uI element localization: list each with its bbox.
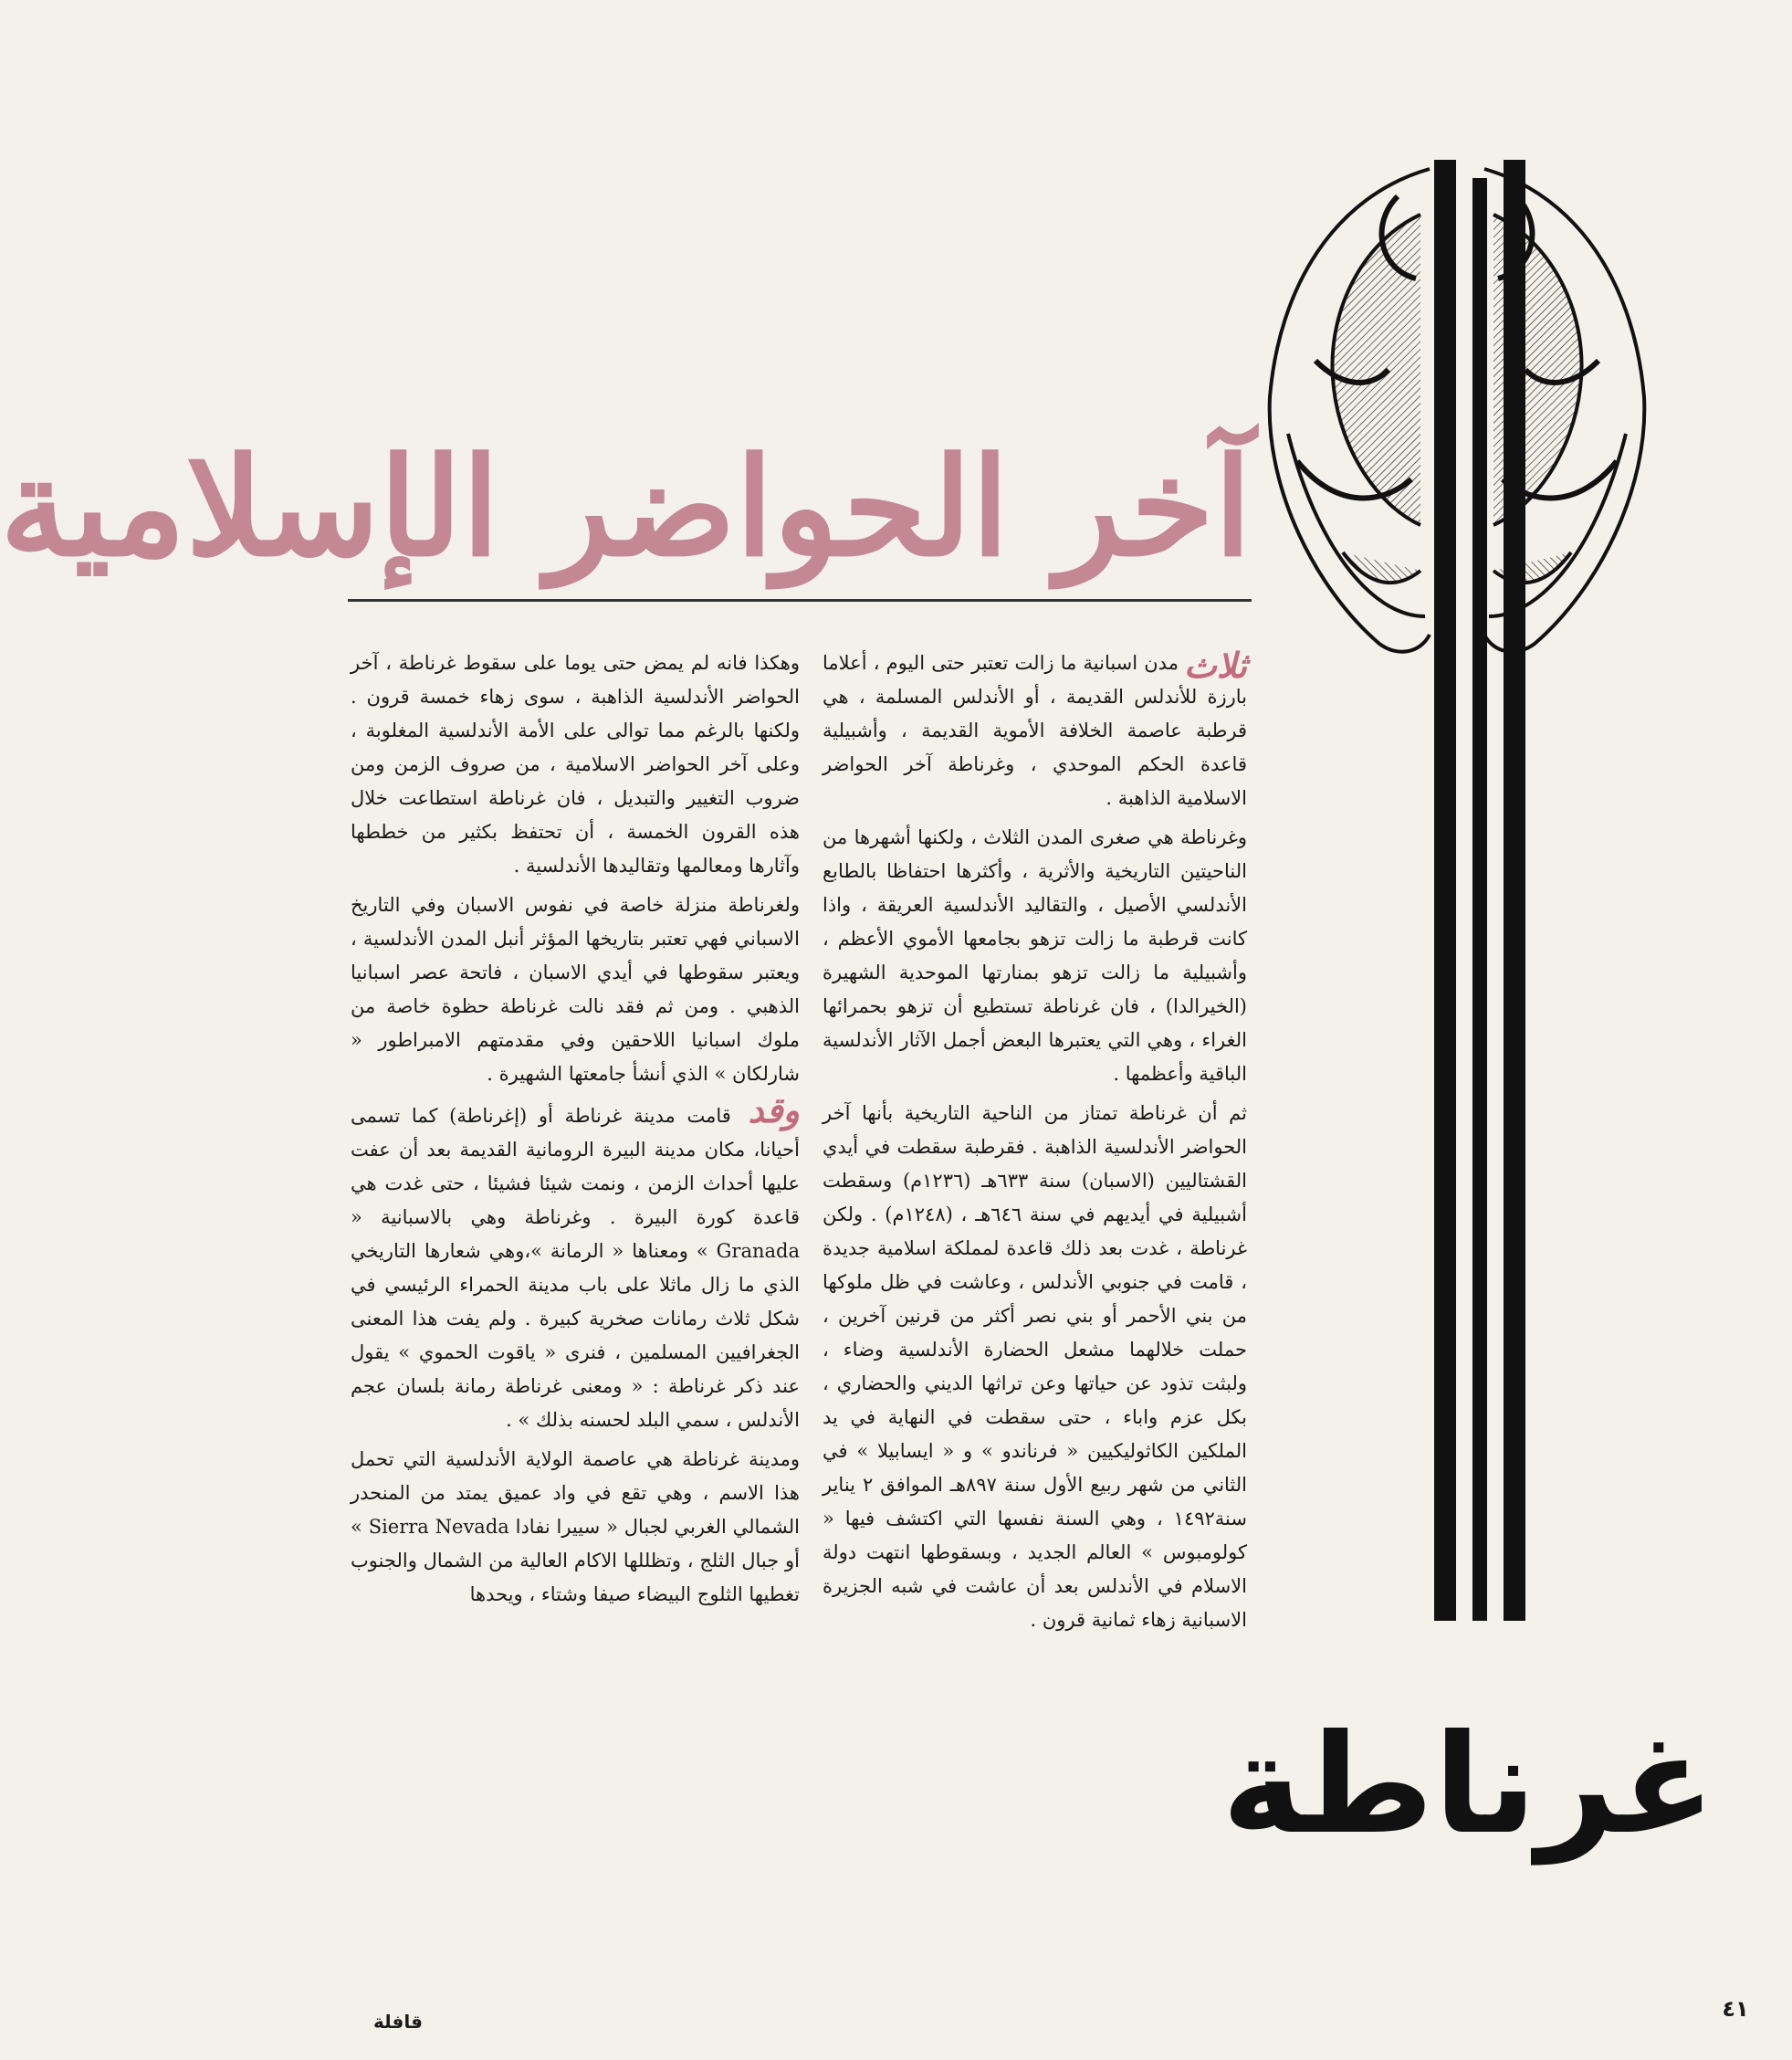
paragraph: ثم أن غرناطة تمتاز من الناحية التاريخية بأنها آخر الحواضر الأندلسية الذاهبة . فقرطبة سقطت في أيدي القشتاليين (الاسبان) سنة ٦٣٣هـ (١٢٣٦م) وسقطت أشبيلية في أيديهم في سنة ٦٤٦هـ ، (١٢٤٨م) . ولكن غرناطة ، غدت بعد ذلك قاعدة لمملكة اسلامية جديدة ، قامت في جنوبي الأندلس ، وعاشت في ظل ملوكها من بني الأحمر أو بني نصر أكثر من قرنين آخرين ، حملت خلالهما مشعل الحضارة الأندلسية وضاء ، ولبثت تذود عن حياتها وعن تراثها الديني والحضاري ، بكل عزم واباء ، حتى سقطت في النهاية في يد الملكين الكاثوليكيين « فرناندو » و « ايسابيلا » في الثاني من شهر ربيع الأول سنة ٨٩٧هـ الموافق ٢ يناير سنة١٤٩٢ ، وهي السنة نفسها التي اكتشف فيها « كولومبوس » العالم الجديد ، وبسقوطها انتهت دولة الاسلام في الأندلس بعد أن عاشت في شبه الجزيرة الاسبانية زهاء ثمانية قرون . [823, 1102, 1248, 1631]
paragraph: وغرناطة هي صغرى المدن الثلاث ، ولكنها أشهرها من الناحيتين التاريخية والأثرية ، وأكثرها احتفاظا بالطابع الأندلسي الأصيل ، والتقاليد الأندلسية العريقة ، واذا كانت قرطبة ما زالت تزهو بجامعها الأموي الأعظم ، وأشبيلية ما زالت تزهو بمنارتها الموحدية الشهيرة (الخيرالدا) ، فان غرناطة تستطيع أن تزهو بحمرائها الغراء ، وهي التي يعتبرها البعض أجمل الآثار الأندلسية الباقية وأعظمها . [823, 826, 1247, 1085]
lead-word: وقد [748, 1089, 800, 1130]
article-column-right [823, 646, 1247, 1943]
paragraph: وقد قامت مدينة غرناطة أو (إغرناطة) كما تسمى أحيانا، مكان مدينة البيرة الرومانية القديمة بعد أن عفت عليها أحداث الزمن ، ونمت شيئا فشيئا ، حتى غدت هي قاعدة كورة البيرة . وغرناطة وهي بالاسبانية « Granada » ومعناها « الرمانة »،وهي شعارها التاريخي الذي ما زال ماثلا على باب مدينة الحمراء الرئيسي في شكل ثلاث رمانات صخرية كبيرة . ولم يفت هذا المعنى الجغرافيين المسلمين ، فنرى « ياقوت الحموي » يقول عند ذكر غرناطة : « ومعنى غرناطة رمانة بلسان عجم الأندلس ، سمي البلد لحسنه بذلك » . [351, 1089, 800, 1431]
publication-name: قافلة [373, 2011, 423, 2033]
left-arabesque [1270, 169, 1430, 652]
lead-word: ثلاث [1183, 645, 1247, 686]
paragraph: وهكذا فانه لم يمض حتى يوما على سقوط غرناطة ، آخر الحواضر الأندلسية الذاهبة ، سوى زهاء خمسة قرون . ولكنها بالرغم مما توالى على الأمة الأندلسية المغلوبة ، وعلى آخر الحواضر الاسلامية ، من صروف الزمن ومن ضروب التغيير والتبديل ، فان غرناطة استطاعت خلال هذه القرون الخمسة ، أن تحتفظ بكثير من خططها وآثارها ومعالمها وتقاليدها الأندلسية . [351, 652, 800, 877]
article-title: آخر الحواضر الإسلامية [0, 427, 1252, 586]
title-divider [348, 599, 1252, 602]
page-number: ٤١ [1722, 1996, 1749, 2022]
paragraph: ثلاث مدن اسبانية ما زالت تعتبر حتى اليوم ، أعلاما بارزة للأندلس القديمة ، أو الأندلس المسلمة ، هي قرطبة عاصمة الخلافة الأموية القديمة ، وأشبيلية قاعدة الحكم الموحدي ، وغرناطة آخر الحواضر الاسلامية الذاهبة . [823, 645, 1247, 809]
vertical-bars [1434, 160, 1525, 1621]
paragraph: ولغرناطة منزلة خاصة في نفوس الاسبان وفي التاريخ الاسباني فهي تعتبر بتاريخها المؤثر أنبل المدن الأندلسية ، ويعتبر سقوطها في أيدي الاسبان ، فاتحة عصر اسبانيا الذهبي . ومن ثم فقد نالت غرناطة حظوة خاصة من ملوك اسبانيا اللاحقين وفي مقدمتهم الامبراطور « شارلكان » الذي أنشأ جامعتها الشهيرة . [351, 894, 800, 1085]
paragraph: ومدينة غرناطة هي عاصمة الولاية الأندلسية التي تحمل هذا الاسم ، وهي تقع في واد عميق يمتد من المنحدر الشمالي الغربي لجبال « سييرا نفادا Sierra Nevada » أو جبال الثلج ، وتظللها الاكام العالية من الشمال والجنوب تغطيها الثلوج البيضاء صيفا وشتاء ، ويحدها [351, 1448, 801, 1605]
article-column-left [351, 646, 800, 1961]
calligraphy-gharnata: غرناطة [1221, 1706, 1715, 1865]
